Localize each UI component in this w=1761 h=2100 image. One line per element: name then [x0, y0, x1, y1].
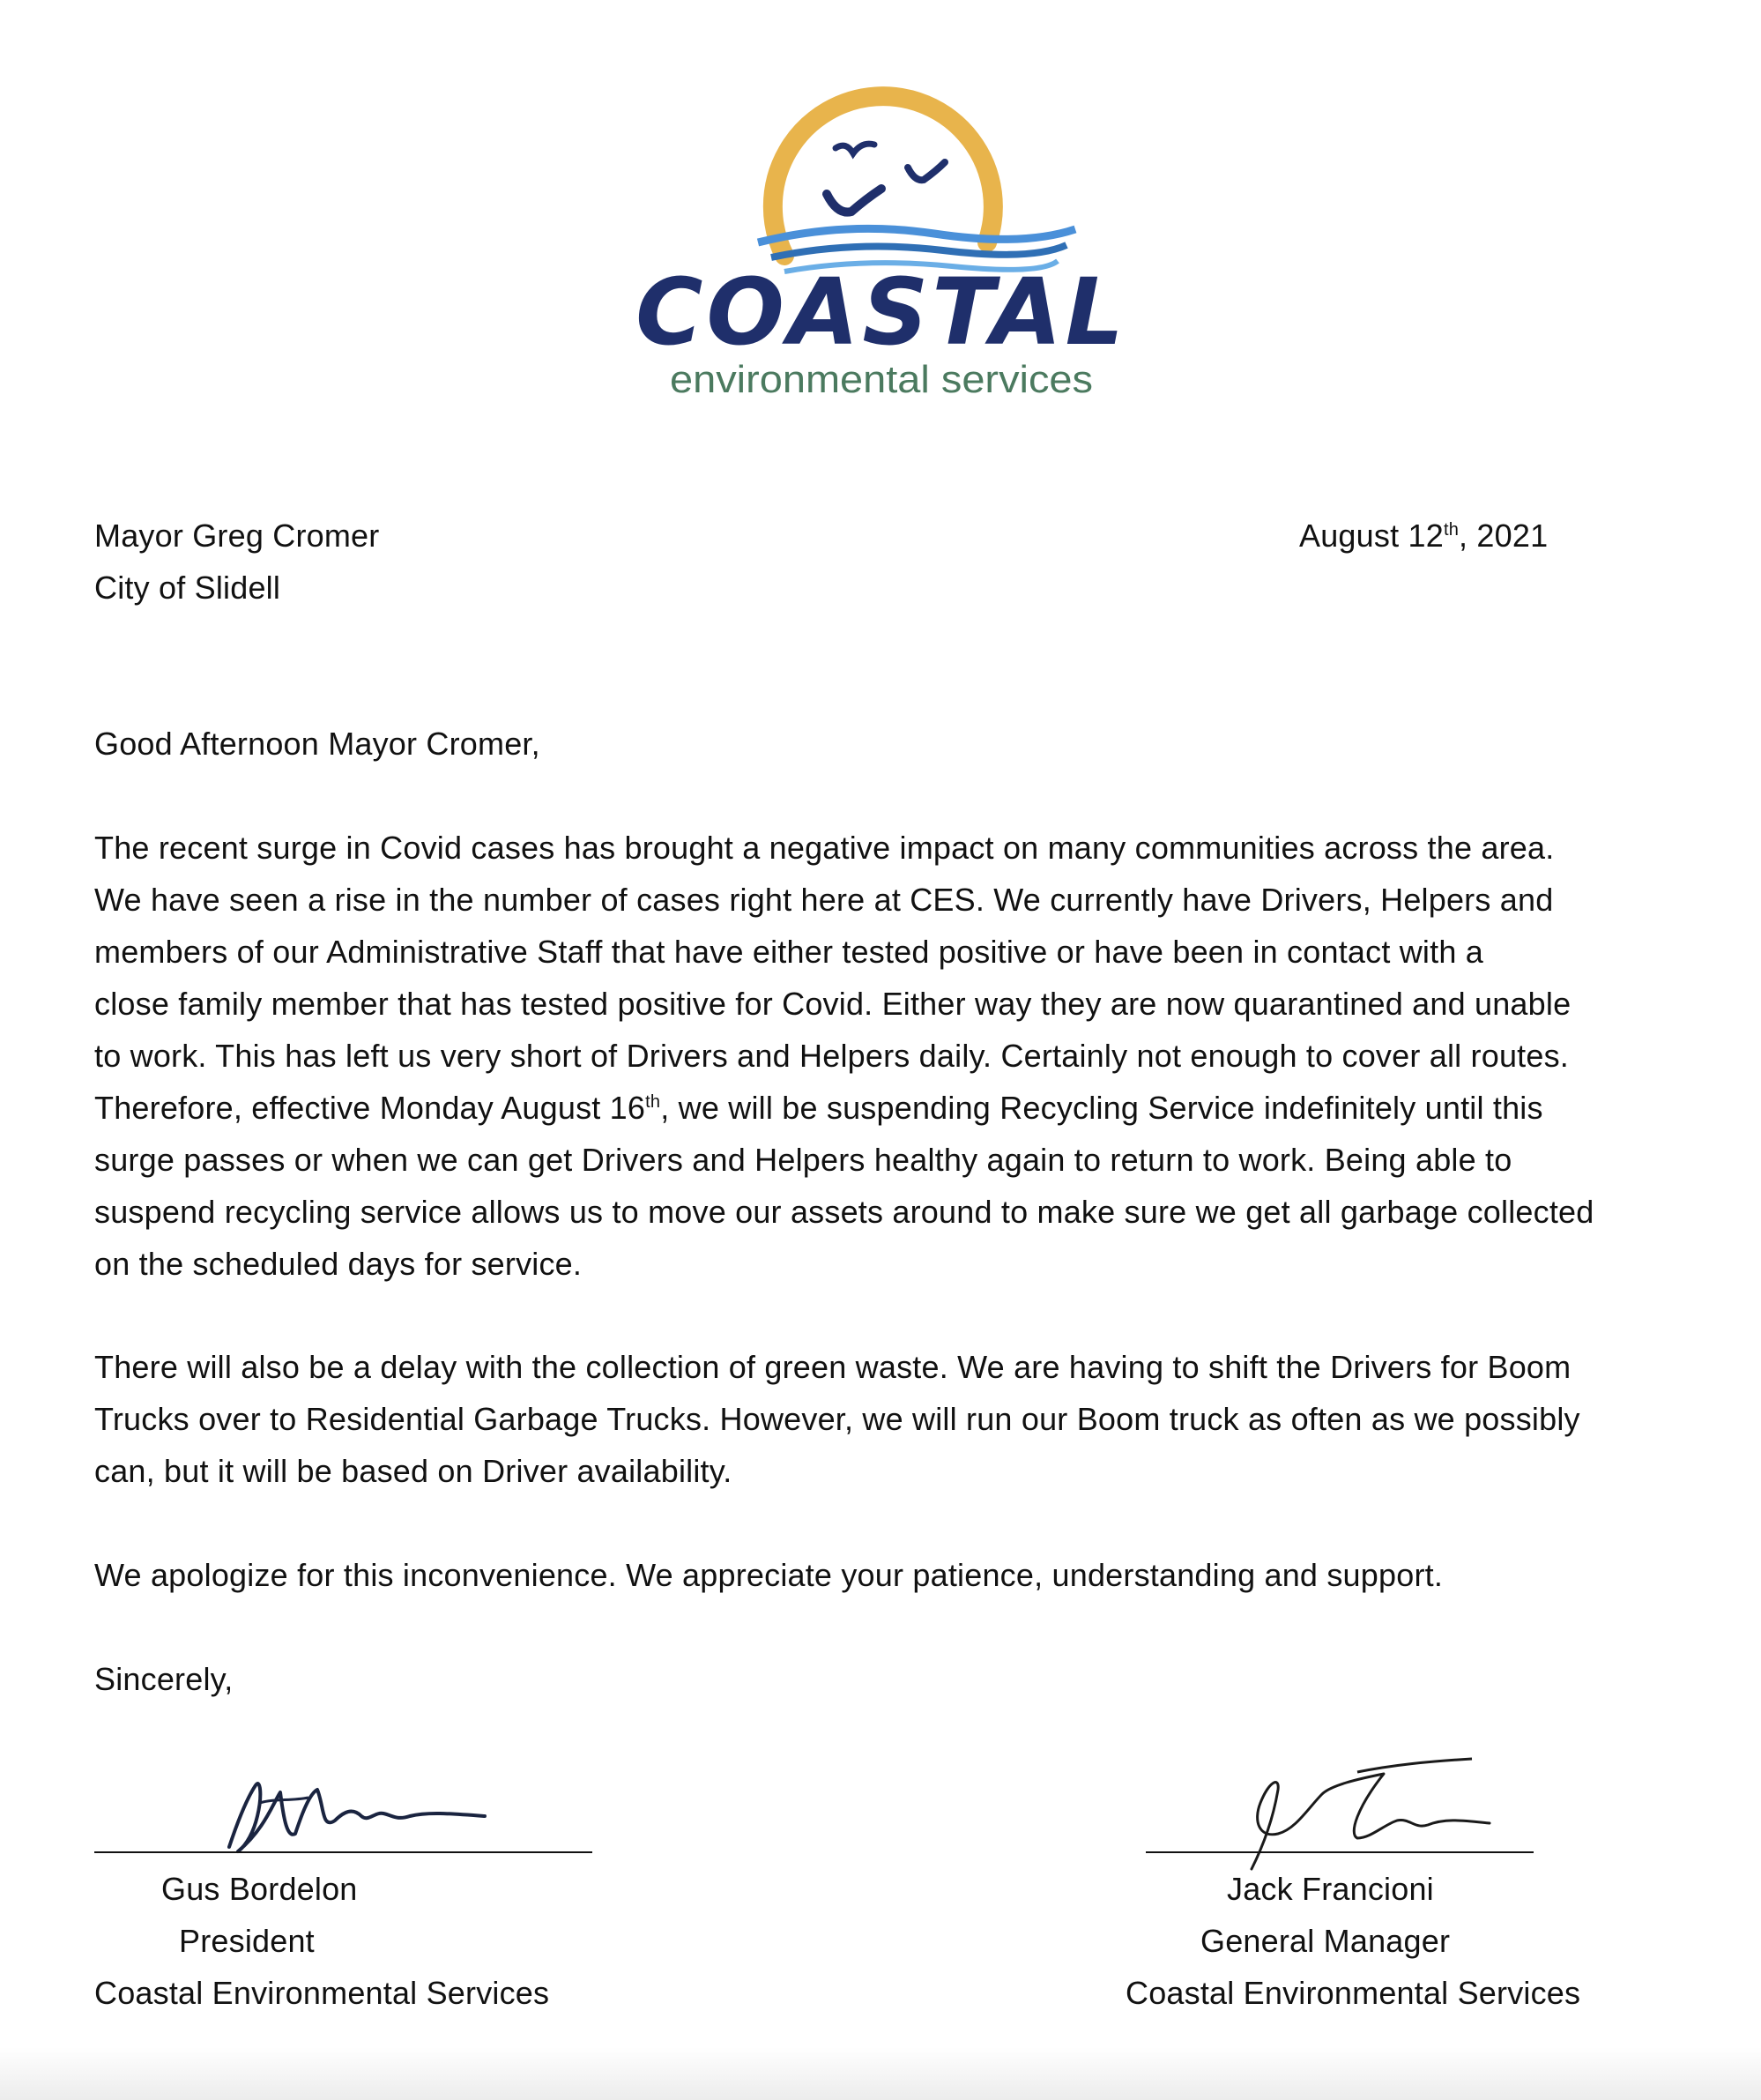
handwritten-signature-icon [1225, 1754, 1507, 1878]
closing: Sincerely, [94, 1661, 234, 1697]
signature-line [94, 1851, 592, 1853]
coastal-logo [617, 53, 1146, 406]
brand-tagline: environmental services [670, 358, 1093, 401]
signatory-title: General Manager [1200, 1923, 1451, 1959]
bird-icon [827, 189, 881, 212]
handwritten-signature-icon [212, 1768, 494, 1865]
body-paragraph-1: The recent surge in Covid cases has brought a negative impact on many communities across the area. We have seen a rise in the number of cases right here at CES. We currently have Drivers, Helpers and members of our Administrative Staff that have either tested positive or have been in contact with a close family member that has tested positive for Covid. Either way they are now quarantined and unable to work. This has left us very short of Drivers and Helpers daily. Certainly not enough to cover all routes. Therefore, effective Monday August 16th, we will be suspending Recycling Service indefinitely until this surge passes or when we can get Drivers and Helpers healthy again to return to work. Being able to suspend recycling service allows us to move our assets around to make sure we get all garbage collected on the scheduled days for service. [94, 830, 1594, 1282]
body-paragraph-2: There will also be a delay with the collection of green waste. We are having to shift the Drivers for Boom Trucks over to Residential Garbage Trucks. However, we will run our Boom truck as often as we possibly can, but it will be based on Driver availability. [94, 1349, 1580, 1489]
signatory-name: Jack Francioni [1227, 1871, 1434, 1907]
body-paragraph-3: We apologize for this inconvenience. We appreciate your patience, understanding and support. [94, 1557, 1444, 1593]
signatory-title: President [179, 1923, 315, 1959]
greeting: Good Afternoon Mayor Cromer, [94, 726, 540, 762]
letter-date: August 12th, 2021 [1299, 518, 1549, 554]
recipient-name: Mayor Greg Cromer [94, 518, 380, 554]
signature-line [1146, 1851, 1534, 1853]
signatory-name: Gus Bordelon [161, 1871, 358, 1907]
recipient-organization: City of Slidell [94, 570, 281, 606]
bird-icon [836, 144, 874, 153]
page-bottom-shadow [0, 2047, 1761, 2100]
bird-icon [908, 162, 945, 180]
brand-name: COASTAL [635, 258, 1127, 366]
signatory-company: Coastal Environmental Services [1126, 1975, 1581, 2011]
signatory-company: Coastal Environmental Services [94, 1975, 550, 2011]
